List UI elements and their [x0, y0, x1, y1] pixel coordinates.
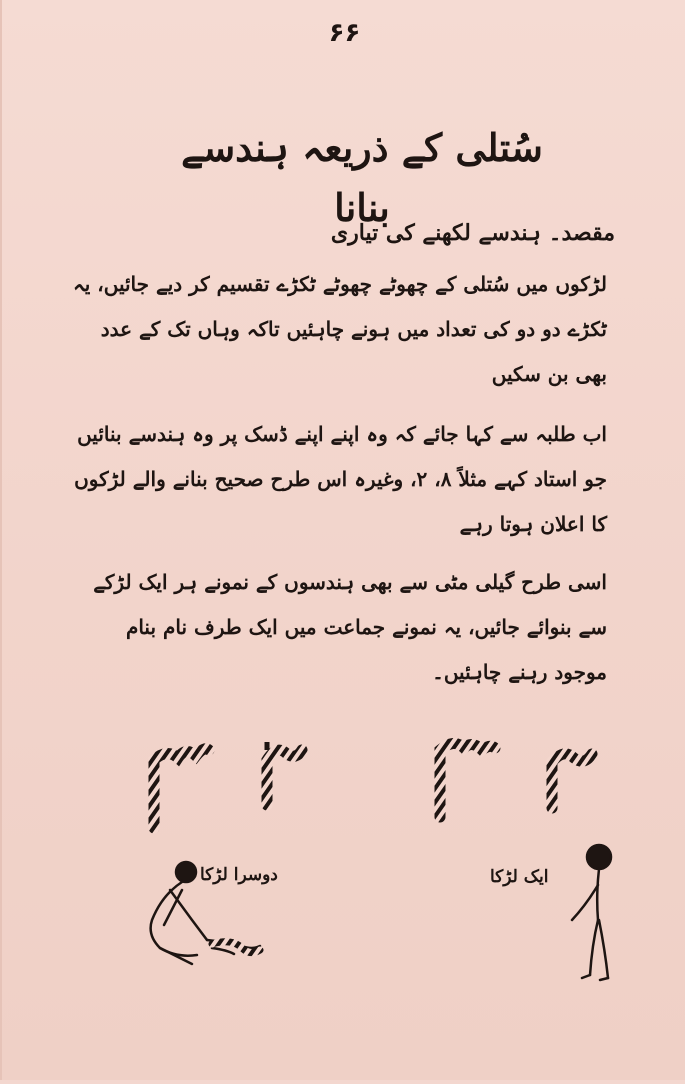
standing-boy-figure [572, 845, 611, 980]
rope-numeral-right-2 [552, 754, 592, 808]
label-first-boy: ایک لڑکا [490, 867, 549, 887]
rope-numeral-left-3 [154, 749, 209, 828]
rope-numeral-left-2 [267, 742, 302, 805]
page-title: سُتلی کے ذریعہ ہندسے بنانا [181, 125, 543, 230]
label-second-boy: دوسرا لڑکا [200, 865, 278, 885]
page-number: ۶۶ [328, 18, 361, 48]
illustration [2, 720, 685, 1080]
objective-heading: مقصد۔ ہندسے لکھنے کی تیاری [330, 220, 615, 246]
illustration-drawing [2, 720, 685, 1080]
rope-numeral-right-3 [440, 743, 495, 817]
paragraph-1: لڑکوں میں سُتلی کے چھوٹے چھوٹے ٹکڑے تقسیم کر دیے جائیں، یہ ٹکڑے دو دو کی تعداد میں ہونے چاہئیں تاکہ وہاں تک کے عدد بھی بن سکیں [73, 272, 607, 386]
paragraph-2: اب طلبہ سے کہا جائے کہ وہ اپنے اپنے ڈسک پر وہ ہندسے بنائیں جو استاد کہے مثلاً ۸، ۲، وغیرہ اس طرح صحیح بنانے والے لڑکوں کا اعلان ہوتا رہے [74, 422, 607, 536]
paragraph-3: اسی طرح گیلی مٹی سے بھی ہندسوں کے نمونے ہر ایک لڑکے سے بنوائے جائیں، یہ نمونے جماعت میں ایک طرف نام بنام موجود رہنے چاہئیں۔ [93, 570, 607, 684]
